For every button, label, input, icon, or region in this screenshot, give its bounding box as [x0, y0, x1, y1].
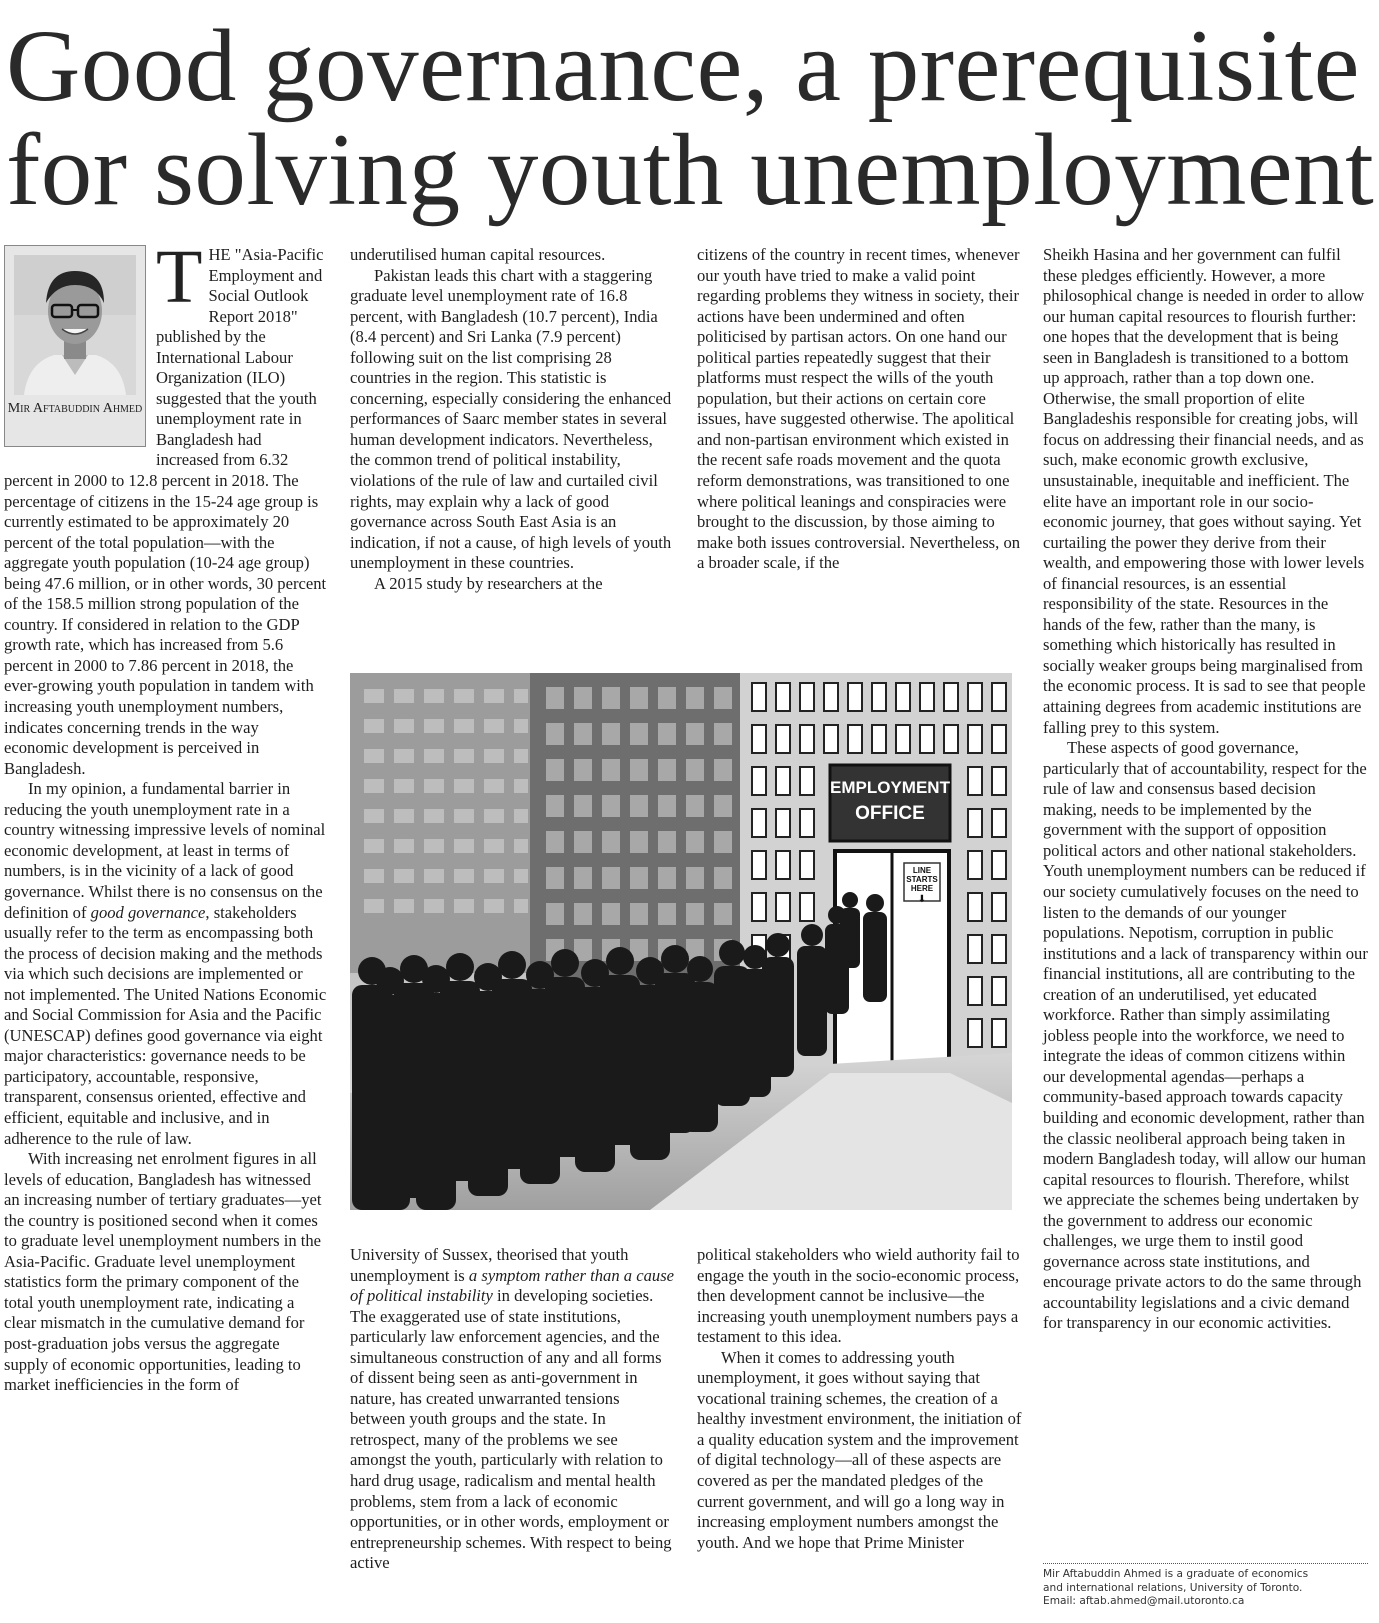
- paragraph: When it comes to addressing youth unemployment, it goes without saying that vocational training schemes, the creation of a healthy investment environment, the initiation of a quality education system and the improvement of digital technology—all of these aspects are covered as per the mandated pledges of the current government, and will go a long way in increasing employment numbers amongst the youth. And we hope that Prime Minister: [697, 1347, 1022, 1552]
- paragraph: political stakeholders who wield authority fail to engage the youth in the socio-economic process, then development cannot be inclusive—the increasing youth unemployment numbers pays a testament to this idea.: [697, 1245, 1020, 1347]
- paragraph: Sheikh Hasina and her government can fulfil these pledges efficiently. However, a more philosophical change is needed in order to allow our human capital resources to flourish further: one hopes that the development that is being seen in Bangladesh is transitioned to a bottom up approach, rather than a top down one. Otherwise, the small proportion of elite Bangladeshis responsible for creating jobs, will focus on addressing their financial needs, and as such, make economic growth exclusive, unsustainable, inequitable and inefficient. The elite have an important role in our socio-economic journey, that goes without saying. Yet curtailing the power they derive from their wealth, and empowering those with lower levels of financial resources, is an essential responsibility of the state. Resources in the hands of the few, rather than the many, is something which historically has resulted in socially weaker groups being marginalised from the economic process. It is sad to see that people attaining degrees from academic institutions are falling prey to this system.: [1043, 245, 1366, 737]
- paragraph: With increasing net enrolment figures in all levels of education, Bangladesh has witnessed an increasing number of tertiary graduates—yet the country is positioned second when it comes to graduate level unemployment numbers in the Asia-Pacific. Graduate level unemployment statistics form the primary component of the total youth unemployment rate, indicating a clear mismatch in the cumulative demand for post-graduation jobs versus the aggregate supply of economic opportunities, leading to market inefficiencies in the form of: [4, 1149, 322, 1395]
- footnote-line-1: Mir Aftabuddin Ahmed is a graduate of economics: [1043, 1568, 1309, 1580]
- article-column-2-top: [350, 245, 675, 594]
- emphasis-text: good governance: [90, 902, 206, 922]
- paragraph-text: In my opinion, a fundamental barrier in reducing the youth unemployment rate in a country witnessing impressive levels of nominal economic development, at least in terms of numbers, is in the vicinity of a lack of good governance. Whilst there is no consensus on the definition of: [4, 779, 326, 922]
- paragraph-text: HE "Asia-Pacific Employment and Social Outlook Report 2018" published by the International Labour Organization (ILO) suggested that the youth unemployment rate in Bangladesh had increased from 6.32 percent in 2000 to 12.8 percent in 2018. The percentage of citizens in the 15-24 age group is currently estimated to be approximately 20 percent of the total population—with the aggregate youth population (10-24 age group) being 47.6 million, or in other words, 30 percent of the 158.5 million strong population of the country. If considered in relation to the GDP growth rate, which has increased from 5.6 percent in 2000 to 7.86 percent in 2018, the ever-growing youth population in tandem with increasing youth unemployment numbers, indicates concerning trends in the way economic development is perceived in Bangladesh.: [4, 245, 327, 778]
- down-arrow-icon: ⬇: [917, 894, 927, 905]
- paragraph: underutilised human capital resources.: [350, 245, 606, 264]
- paragraph-text: , stakeholders usually refer to the term as encompassing both the process of decision making and the methods via which such decisions are implemented or not implemented. The United Nations Economic and Social Commission for Asia and the Pacific (UNESCAP) defines good governance via eight major characteristics: governance needs to be participatory, accountable, responsive, transparent, consensus oriented, effective and efficient, equitable and inclusive, and in adherence to the rule of law.: [4, 902, 327, 1148]
- headline-line-2: for solving youth unemployment: [6, 113, 1375, 227]
- author-photo: [14, 255, 136, 395]
- article-column-4: [1043, 245, 1368, 1334]
- paragraph-text: University of Sussex, theorised that youth unemployment is: [350, 1245, 629, 1285]
- author-byline: Mir Aftabuddin Ahmed: [7, 401, 143, 416]
- line-sign-text-2: STARTS: [906, 875, 938, 884]
- paragraph: [4, 779, 327, 1149]
- sign-text-line-1: EMPLOYMENT: [830, 778, 950, 797]
- emphasis-text: a symptom rather than a cause of political instability: [350, 1265, 675, 1306]
- drop-cap: T: [156, 235, 203, 319]
- employment-office-illustration: [350, 673, 1012, 1210]
- paragraph: citizens of the country in recent times, whenever our youth have tried to make a valid point regarding problems they witness in society, their actions have been undermined and often politicised by partisan actors. On one hand our political parties repeatedly suggest that their platforms must respect the wills of the youth population, but their actions on certain core issues, have suggested otherwise. The apolitical and non-partisan environment which existed in the recent safe roads movement and the quota reform demonstrations, was transitioned to one where political leanings and conspiracies were brought to the discussion, by those aiming to make both issues controversial. Nevertheless, on a broader scale, if the: [697, 245, 1021, 573]
- paragraph: Pakistan leads this chart with a staggering graduate level unemployment rate of 16.8 percent, with Bangladesh (10.7 percent), India (8.4 percent) and Sri Lanka (7.9 percent) following suit on the list comprising 28 countries in the region. This statistic is concerning, especially considering the enhanced performances of Saarc member states in several human development indicators. Nevertheless, the common trend of political instability, violations of the rule of law and curtailed civil rights, may explain why a lack of good governance across South East Asia is an indication, if not a cause, of high levels of youth unemployment in these countries.: [350, 265, 672, 573]
- paragraph: A 2015 study by researchers at the: [374, 573, 603, 593]
- article-column-2-bottom: [350, 1245, 675, 1574]
- sign-text-line-2: OFFICE: [855, 803, 925, 824]
- headline-line-1: Good governance, a prerequisite: [6, 9, 1360, 123]
- paragraph: These aspects of good governance, particularly that of accountability, respect for the rule of law and consensus based decision making, needs to be implemented by the government with the support of opposition political actors and other national stakeholders. Youth unemployment numbers can be reduced if our society cumulatively focuses on the need to listen to the demands of our younger populations. Nepotism, corruption in public institutions and a lack of transparency within our financial institutions, all are contributing to the creation of an underutilised, yet educated workforce. Rather than simply assimilating jobless people into the workforce, we need to integrate the ideas of common citizens within our developmental agendas—perhaps a community-based approach towards capacity building and economic development, rather than the classic neoliberal approach being taken in modern Bangladesh today, will allow our human capital resources to flourish. Therefore, whilst we appreciate the schemes being undertaken by the government to address our economic challenges, we urge them to instil good governance across state institutions, and encourage private actors to do the same through accountability legislations and a civic demand for transparency in our economic activities.: [1043, 738, 1368, 1333]
- article-column-3-bottom: [697, 1245, 1022, 1553]
- author-footnote: [1043, 1563, 1368, 1609]
- footnote-line-3: Email: aftab.ahmed@mail.utoronto.ca: [1043, 1595, 1245, 1608]
- line-sign-text-3: HERE: [910, 884, 934, 893]
- article-column-3-top: [697, 245, 1022, 574]
- author-photo-box: [4, 245, 146, 447]
- line-sign-text-1: LINE: [912, 866, 932, 875]
- footnote-line-2: and international relations, University of Toronto.: [1043, 1581, 1303, 1594]
- article-headline: [6, 9, 1375, 227]
- paragraph-text: in developing societies. The exaggerated use of state institutions, particularly law enforcement agencies, and the simultaneous construction of any and all forms of dissent being seen as anti-government in nature, has created unwarranted tensions between youth groups and the state. In retrospect, many of the problems we see amongst the youth, particularly with relation to hard drug usage, radicalism and mental health problems, stem from a lack of economic opportunities, or in other words, employment or entrepreneurship schemes. With respect to being active: [350, 1286, 672, 1573]
- paragraph: [350, 1245, 675, 1574]
- article-column-1: [4, 235, 327, 1396]
